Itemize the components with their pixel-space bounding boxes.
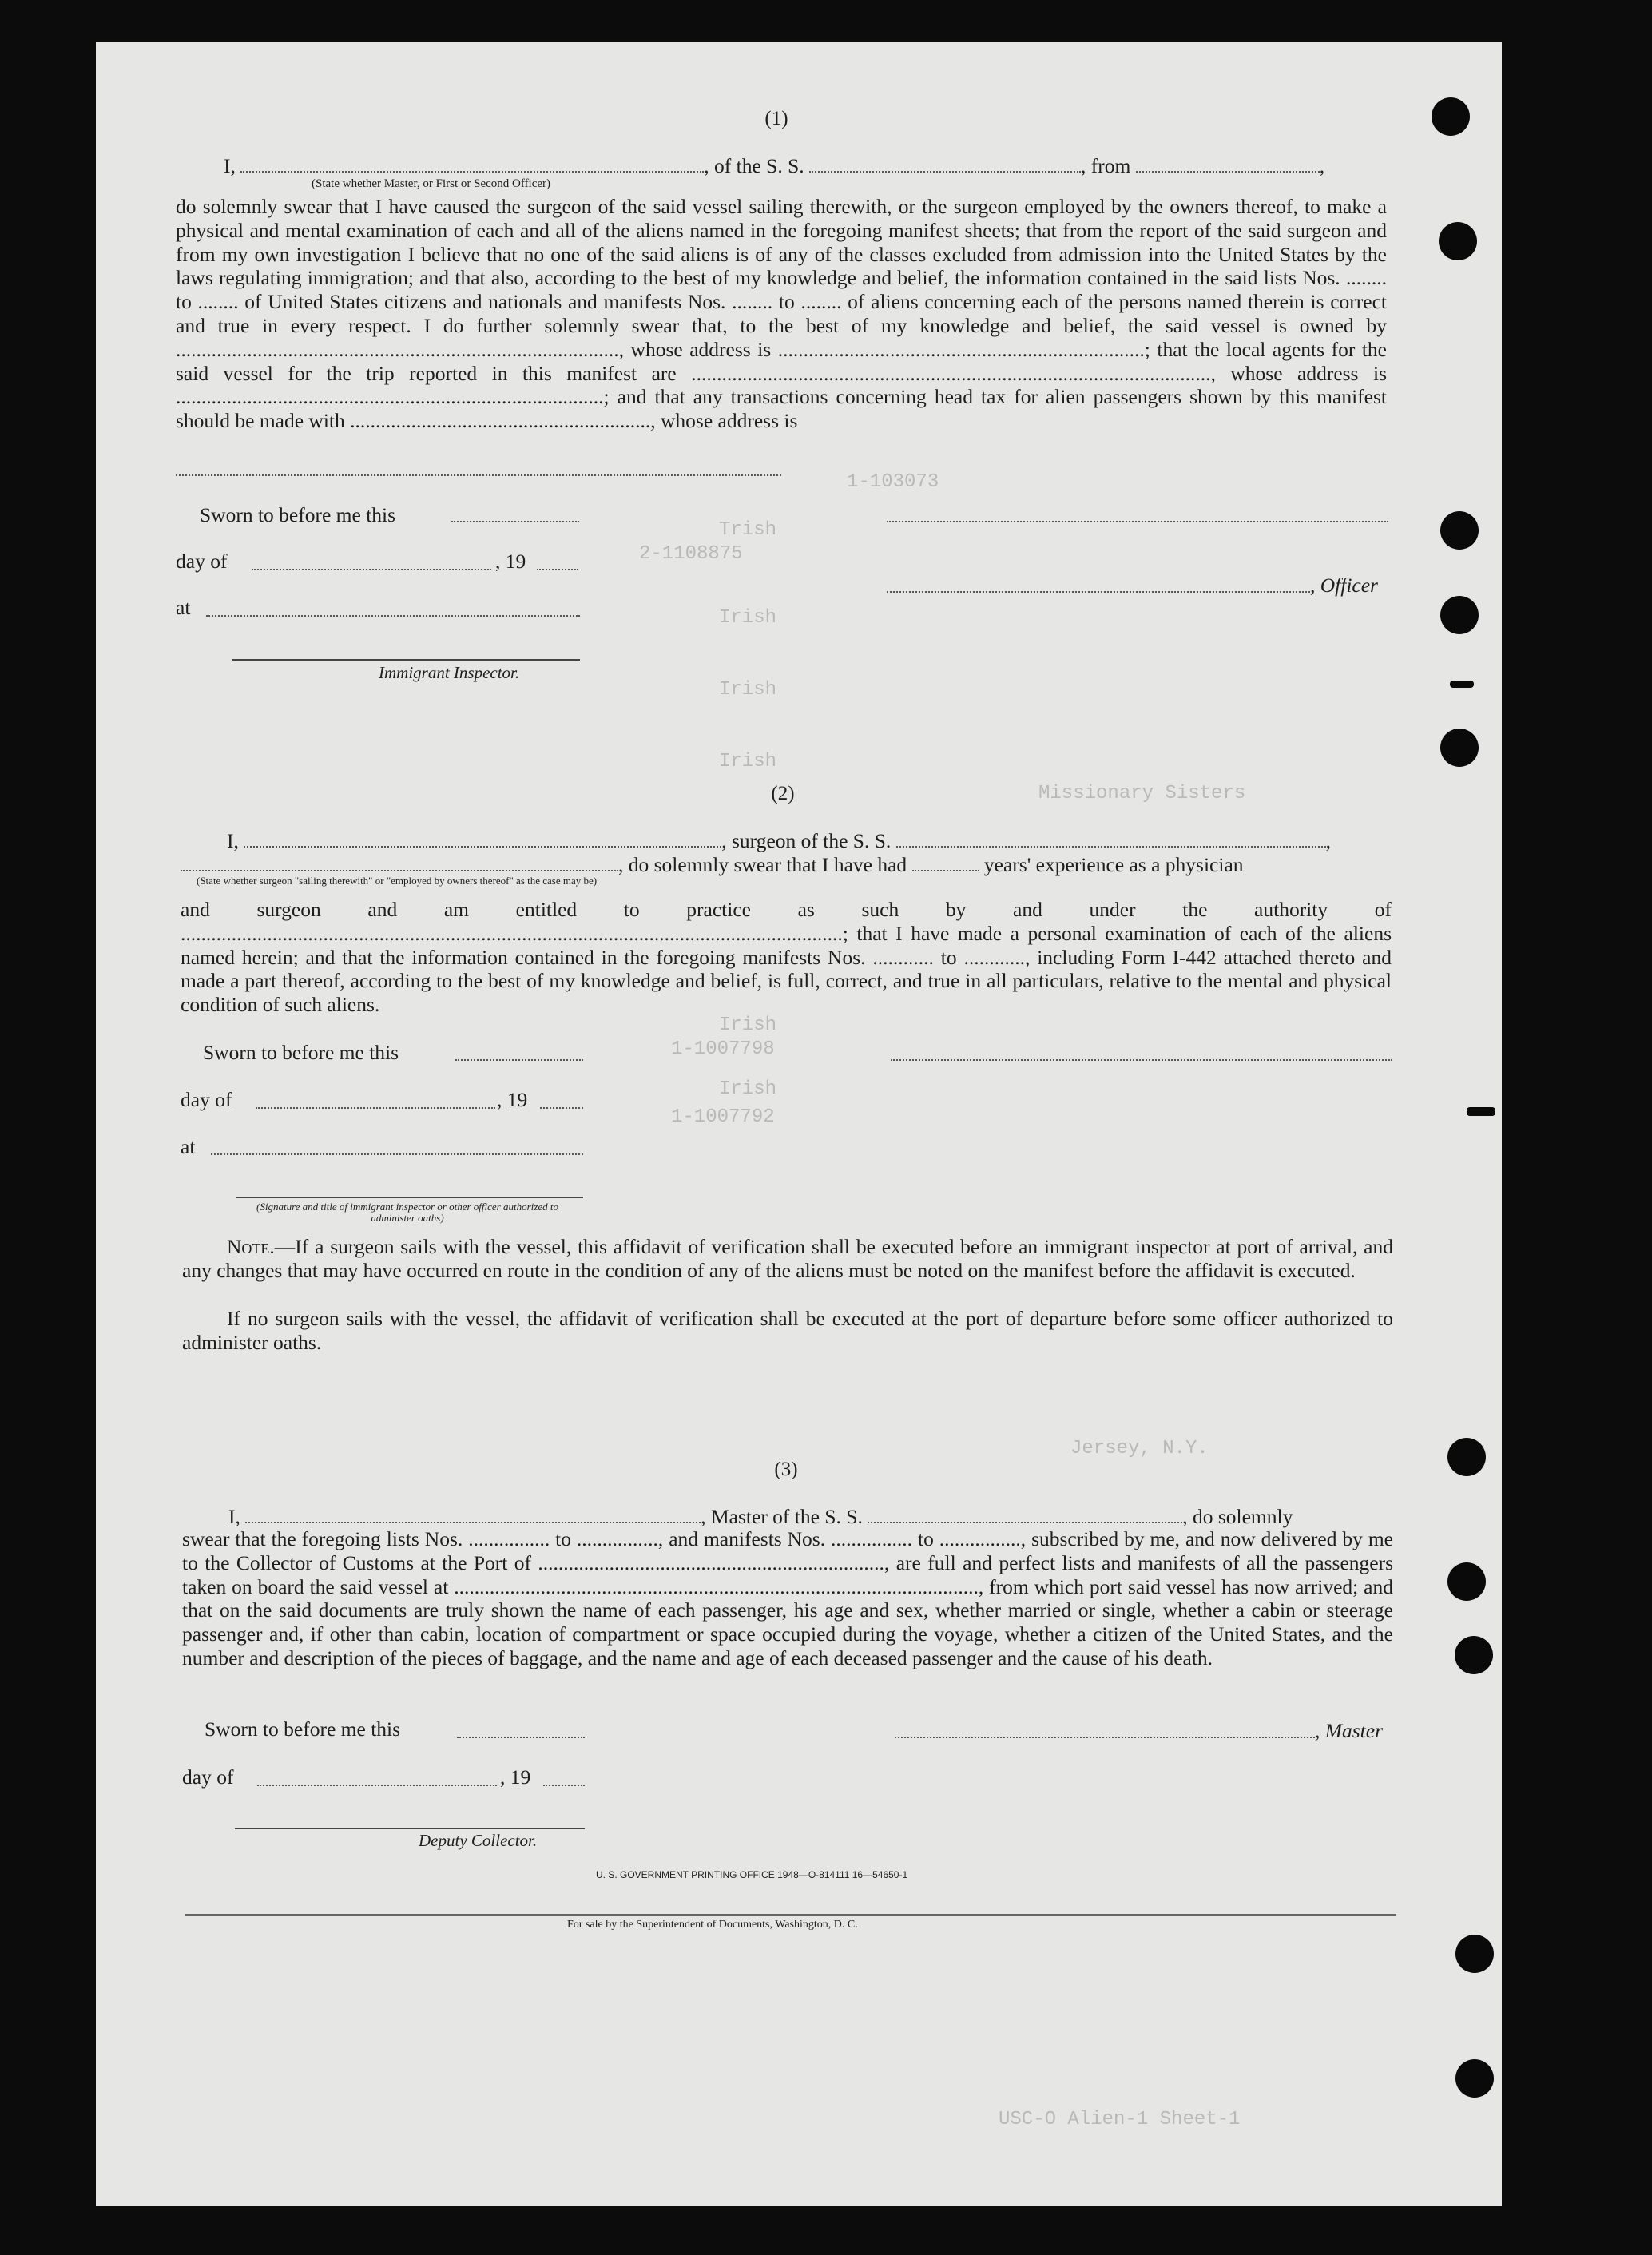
section-3-number: (3) xyxy=(774,1459,798,1480)
year-label: , 19 xyxy=(500,1765,531,1789)
footer-rule xyxy=(185,1914,1396,1916)
section-1-body: do solemnly swear that I have caused the surgeon of the said vessel sailing therewith, or the surgeon employed by the owners thereof, to make a physical and mental examination of each and all of the aliens named in the foregoing manifest sheets; that from the report of the said surgeon and from my own investigation I believe that no one of the said aliens is of any of the classes excluded from admission into the United States by the laws regulating immigration; and that also, according to the best of my knowledge and belief, the information contained in the said lists Nos. ........ to ........ of United States citizens and nationals and manifests Nos. ........ to ........ of aliens concerning each of the persons named therein is correct and true in every respect. I do further solemnly swear that, to the best of my knowledge and belief, the said vessel is owned by ......................................................................................., whose address is ........................................................................; that the local agents for the said vessel for the trip reported in this manifest are ......................................................................................................, whose address is ....................................................................................; and that any transactions concerning head tax for alien passengers shown by this manifest should be made with ..........................................................., whose address is xyxy=(176,195,1387,433)
month-field[interactable] xyxy=(252,569,491,570)
surgeon-vessel-field[interactable] xyxy=(896,830,1326,848)
binder-hole-1 xyxy=(1432,97,1470,136)
comma: , xyxy=(1319,154,1325,177)
officer-signature-field[interactable] xyxy=(887,521,1388,522)
year-label: , 19 xyxy=(495,550,526,573)
pronoun-label: I, xyxy=(224,154,236,177)
master-label: , Master xyxy=(1315,1719,1383,1742)
pronoun-label: I, xyxy=(227,829,239,852)
inspector-label: Immigrant Inspector. xyxy=(379,663,520,682)
binder-hole-2 xyxy=(1439,222,1477,260)
pronoun-label: I, xyxy=(228,1505,240,1528)
master-signature-field[interactable] xyxy=(895,1737,1315,1738)
scan-mark xyxy=(1467,1107,1495,1116)
place-field[interactable] xyxy=(206,615,580,617)
section-2-line-2 xyxy=(181,853,1244,877)
sworn-date-field[interactable] xyxy=(451,521,579,522)
administrator-caption-text: (Signature and title of immigrant inspector or other officer authorized to administer oaths) xyxy=(256,1201,558,1224)
note-label: Note. xyxy=(227,1235,275,1258)
experience-label: years' experience as a physician xyxy=(983,853,1244,876)
sale-notice: For sale by the Superintendent of Documents, Washington, D. C. xyxy=(567,1919,858,1931)
at-label: at xyxy=(176,596,191,619)
officer-label: , Officer xyxy=(1310,574,1378,597)
sworn-label: Sworn to before me this xyxy=(200,503,396,526)
place-field[interactable] xyxy=(211,1153,583,1155)
years-experience-field[interactable] xyxy=(912,854,979,871)
at-label: at xyxy=(181,1135,196,1158)
surgeon-status-caption: (State whether surgeon "sailing therewith" or "employed by owners thereof" as the case may be) xyxy=(197,875,598,887)
deputy-label: Deputy Collector. xyxy=(419,1831,538,1850)
master-vessel-field[interactable] xyxy=(868,1506,1182,1523)
officer-name-field[interactable] xyxy=(887,591,1310,593)
officer-rank-field[interactable] xyxy=(240,155,704,173)
year-field[interactable] xyxy=(543,1785,585,1786)
binder-hole-6 xyxy=(1447,1438,1486,1476)
origin-port-field[interactable] xyxy=(1136,155,1320,173)
binder-hole-5 xyxy=(1440,729,1479,767)
surgeon-status-field[interactable] xyxy=(181,854,618,871)
sworn-label: Sworn to before me this xyxy=(203,1041,399,1064)
swear-label: , do solemnly swear that I have had xyxy=(618,853,907,876)
surgeon-vessel-label: , surgeon of the S. S. xyxy=(721,829,892,852)
binder-hole-7 xyxy=(1447,1562,1486,1601)
section-2-number: (2) xyxy=(771,783,795,804)
year-label: , 19 xyxy=(497,1088,528,1111)
address-line[interactable] xyxy=(176,474,781,476)
note-1-text: —If a surgeon sails with the vessel, this affidavit of verification shall be executed before an immigrant inspector at port of arrival, and any changes that may have occurred en route in the condition of any of the aliens must be noted on the manifest before the affidavit is executed. xyxy=(182,1235,1393,1282)
day-of-label: day of xyxy=(181,1088,232,1111)
vessel-name-field[interactable] xyxy=(809,155,1081,173)
year-field[interactable] xyxy=(540,1107,583,1109)
surgeon-name-field[interactable] xyxy=(244,830,721,848)
note-1 xyxy=(182,1235,1393,1283)
binder-hole-10 xyxy=(1455,2059,1494,2098)
binder-hole-3 xyxy=(1440,511,1479,550)
surgeon-signature-field[interactable] xyxy=(891,1059,1392,1061)
note-2: If no surgeon sails with the vessel, the affidavit of verification shall be executed at the port of departure before some officer authorized to administer oaths. xyxy=(182,1307,1393,1354)
sworn-label: Sworn to before me this xyxy=(205,1717,401,1741)
inspector-signature-line[interactable] xyxy=(232,659,580,661)
section-3-line-1 xyxy=(228,1505,1293,1529)
binder-hole-8 xyxy=(1455,1636,1493,1674)
section-1-line-1 xyxy=(224,154,1324,178)
binder-hole-4 xyxy=(1440,596,1479,634)
deputy-signature-line[interactable] xyxy=(235,1828,585,1829)
administrator-signature-line[interactable] xyxy=(236,1197,583,1198)
section-2-body: and surgeon and am entitled to practice as such by and under the authority of ..................................................................................................................................; that I have made a personal examination of each of the aliens named herein; and that the information contained in the foregoing manifests Nos. ............ to ............, including Form I-442 attached thereto and made a part thereof, according to the best of my knowledge and belief, is full, correct, and true in all particulars, relative to the mental and physical condition of such aliens. xyxy=(181,898,1392,1017)
binder-hole-9 xyxy=(1455,1935,1494,1973)
section-2-line-1 xyxy=(227,829,1331,853)
master-name-field[interactable] xyxy=(245,1506,701,1523)
vessel-label: , of the S. S. xyxy=(704,154,804,177)
section-1-number: (1) xyxy=(764,108,788,129)
sworn-date-field[interactable] xyxy=(455,1059,583,1061)
section-3-body: swear that the foregoing lists Nos. ................ to ................, and manifests Nos. ................ to ................, subscribed by me, and now delivered by me to the Collector of Customs at the Port of ...................................................................., are full and perfect lists and manifests of all the passengers taken on board the said vessel at ......................................................................................................., from which port said vessel has now arrived; and that on the said documents are truly shown the name of each passenger, his age and sex, whether married or single, whether a cabin or steerage passenger and, if other than cabin, location of compartment or space occupied during the voyage, whether a citizen of the United States, and the number and description of the pieces of baggage, and the name and age of each deceased passenger and the cause of his death. xyxy=(182,1527,1393,1669)
master-vessel-label: , Master of the S. S. xyxy=(701,1505,863,1528)
scan-mark xyxy=(1450,681,1474,688)
from-label: , from xyxy=(1081,154,1131,177)
comma: , xyxy=(1325,829,1332,852)
day-of-label: day of xyxy=(176,550,228,573)
day-of-label: day of xyxy=(182,1765,234,1789)
printing-office-line: U. S. GOVERNMENT PRINTING OFFICE 1948—O-814111 16—54650-1 xyxy=(596,1869,908,1880)
sworn-date-field[interactable] xyxy=(457,1737,585,1738)
year-field[interactable] xyxy=(537,569,578,570)
administrator-caption xyxy=(240,1201,575,1224)
month-field[interactable] xyxy=(256,1107,495,1109)
month-field[interactable] xyxy=(257,1785,497,1786)
officer-rank-caption: (State whether Master, or First or Second Officer) xyxy=(312,177,551,190)
solemnly-label: , do solemnly xyxy=(1182,1505,1293,1528)
